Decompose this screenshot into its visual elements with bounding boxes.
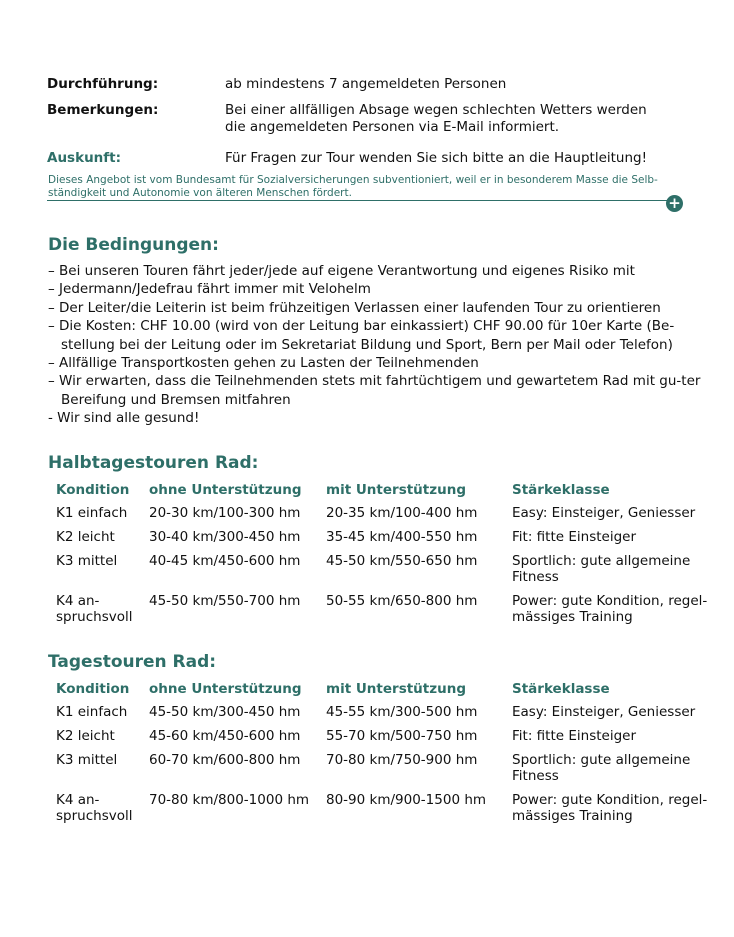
full-day-title: Tagestouren Rad:: [48, 652, 217, 672]
table-cell: 80-90 km/900-1500 hm: [326, 792, 487, 808]
conditions-list: [48, 262, 708, 428]
col-header-staerke: Stärkeklasse: [512, 482, 610, 498]
condition-item: – Allfällige Transportkosten gehen zu Lasten der Teilnehmenden: [48, 355, 479, 372]
col-header-ohne: ohne Unterstützung: [149, 482, 302, 498]
table-row: [48, 704, 720, 728]
table-row: [48, 593, 720, 633]
table-row: [48, 529, 720, 553]
table-cell: 70-80 km/800-1000 hm: [149, 792, 310, 808]
table-header-row: [48, 482, 720, 505]
table-cell: 55-70 km/500-750 hm: [326, 728, 478, 744]
table-row: [48, 752, 720, 792]
table-cell: 20-35 km/100-400 hm: [326, 505, 478, 521]
durchfuehrung-label: Durchführung:: [47, 76, 159, 92]
table-row: [48, 505, 720, 529]
table-cell: 45-50 km/550-650 hm: [326, 553, 478, 569]
condition-item: – Bei unseren Touren fährt jeder/jede auf eigene Verantwortung und eigenes Risiko mit: [48, 263, 635, 279]
condition-item: – Die Kosten: CHF 10.00 (wird von der Leitung bar einkassiert) CHF 90.00 für 10er Karte (Be-stellung bei der Leitung oder im Sekretariat Bildung und Sport, Bern per Mail oder Telefon): [48, 318, 675, 353]
expand-plus-icon[interactable]: +: [666, 195, 683, 212]
table-cell: 45-50 km/550-700 hm: [149, 593, 301, 609]
full-day-table: [48, 681, 720, 832]
table-cell: K3 mittel: [56, 752, 118, 768]
table-cell: K2 leicht: [56, 529, 115, 545]
table-cell: 60-70 km/600-800 hm: [149, 752, 301, 768]
table-cell: 50-55 km/650-800 hm: [326, 593, 478, 609]
table-cell: Easy: Einsteiger, Geniesser: [512, 704, 696, 720]
table-cell: 40-45 km/450-600 hm: [149, 553, 301, 569]
bemerkungen-value: Bei einer allfälligen Absage wegen schlechten Wetters werden die angemeldeten Personen via E-Mail informiert.: [225, 102, 647, 135]
table-cell: 45-55 km/300-500 hm: [326, 704, 478, 720]
conditions-title: Die Bedingungen:: [48, 235, 219, 255]
table-cell: 70-80 km/750-900 hm: [326, 752, 478, 768]
col-header-staerke: Stärkeklasse: [512, 681, 610, 697]
col-header-kondition: Kondition: [56, 681, 130, 697]
col-header-ohne: ohne Unterstützung: [149, 681, 302, 697]
table-cell: 20-30 km/100-300 hm: [149, 505, 301, 521]
table-cell: Sportlich: gute allgemeine Fitness: [512, 752, 691, 784]
table-cell: K2 leicht: [56, 728, 115, 744]
table-row: [48, 553, 720, 593]
condition-item: – Jedermann/Jedefrau fährt immer mit Velohelm: [48, 281, 371, 298]
table-cell: K1 einfach: [56, 704, 128, 720]
bemerkungen-label: Bemerkungen:: [47, 102, 159, 118]
auskunft-value: Für Fragen zur Tour wenden Sie sich bitte an die Hauptleitung!: [225, 150, 648, 166]
col-header-mit: mit Unterstützung: [326, 681, 466, 697]
table-row: [48, 792, 720, 832]
table-cell: K4 an-spruchsvoll: [56, 593, 133, 625]
half-day-table: [48, 482, 720, 633]
table-header-row: [48, 681, 720, 704]
auskunft-label: Auskunft:: [47, 150, 122, 166]
table-cell: Fit: fitte Einsteiger: [512, 728, 636, 744]
table-cell: 45-60 km/450-600 hm: [149, 728, 301, 744]
col-header-kondition: Kondition: [56, 482, 130, 498]
table-cell: K4 an-spruchsvoll: [56, 792, 133, 824]
table-cell: 35-45 km/400-550 hm: [326, 529, 478, 545]
condition-item: – Wir erwarten, dass die Teilnehmenden stets mit fahrtüchtigem und gewartetem Rad mit gu-ter Bereifung und Bremsen mitfahren: [48, 373, 701, 408]
table-cell: K1 einfach: [56, 505, 128, 521]
condition-item: – Der Leiter/die Leiterin ist beim frühzeitigen Verlassen einer laufenden Tour zu orientieren: [48, 299, 661, 316]
table-cell: K3 mittel: [56, 553, 118, 569]
table-cell: Power: gute Kondition, regel-mässiges Training: [512, 593, 708, 625]
durchfuehrung-value: ab mindestens 7 angemeldeten Personen: [225, 76, 507, 92]
table-cell: Easy: Einsteiger, Geniesser: [512, 505, 696, 521]
table-cell: Sportlich: gute allgemeine Fitness: [512, 553, 691, 585]
table-row: [48, 728, 720, 752]
table-cell: Power: gute Kondition, regel-mässiges Training: [512, 792, 708, 824]
half-day-title: Halbtagestouren Rad:: [48, 453, 259, 473]
table-cell: 45-50 km/300-450 hm: [149, 704, 301, 720]
table-cell: 30-40 km/300-450 hm: [149, 529, 301, 545]
subsidy-note: Dieses Angebot ist vom Bundesamt für Sozialversicherungen subventioniert, weil er in besonderem Masse die Selb-ständigkeit und Autonomie von älteren Menschen fördert.: [48, 174, 658, 199]
table-cell: Fit: fitte Einsteiger: [512, 529, 636, 545]
condition-item: - Wir sind alle gesund!: [48, 410, 200, 427]
section-divider: [47, 200, 667, 201]
col-header-mit: mit Unterstützung: [326, 482, 466, 498]
